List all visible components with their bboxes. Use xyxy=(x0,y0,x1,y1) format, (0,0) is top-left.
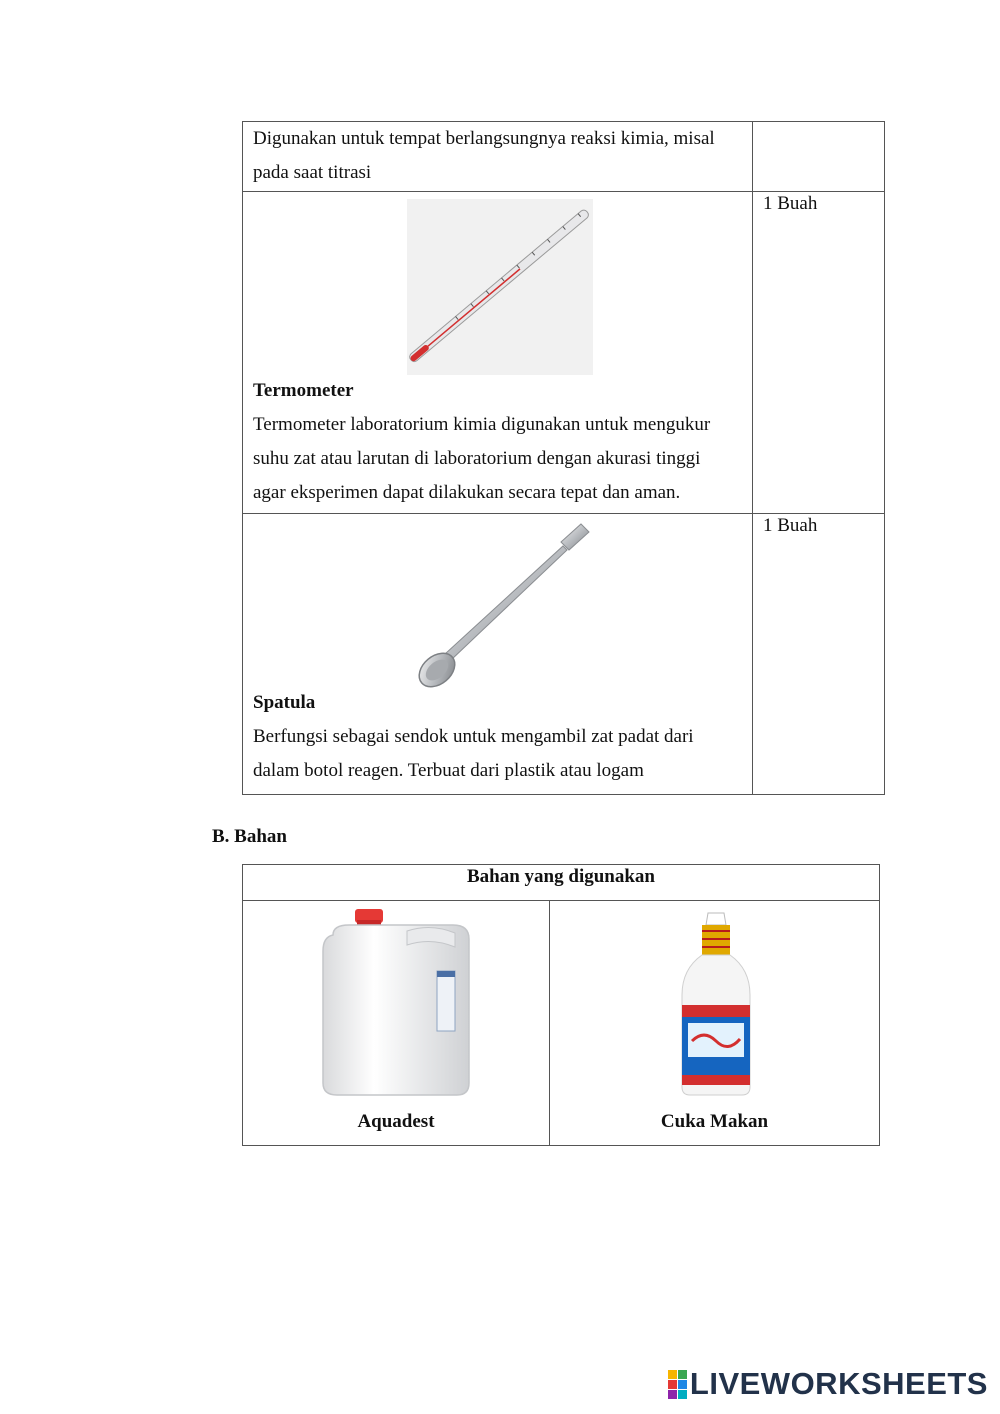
table-row xyxy=(243,514,885,795)
description-line: dalam botol reagen. Terbuat dari plastik atau logam xyxy=(253,760,644,781)
item-name: Termometer xyxy=(253,380,354,401)
section-heading: B. Bahan xyxy=(212,826,287,847)
table-row xyxy=(243,122,885,192)
description-line: Digunakan untuk tempat berlangsungnya reaksi kimia, misal xyxy=(253,128,715,149)
materials-table xyxy=(242,864,880,1146)
description-cell xyxy=(243,514,753,795)
description-line: agar eksperimen dapat dilakukan secara tepat dan aman. xyxy=(253,482,681,503)
material-cell xyxy=(243,901,550,1146)
table-header-row xyxy=(243,865,880,901)
thermometer-icon xyxy=(407,199,593,375)
table-row xyxy=(243,192,885,514)
quantity-cell xyxy=(753,514,885,795)
material-name: Cuka Makan xyxy=(660,1111,769,1132)
quantity: 1 Buah xyxy=(763,193,818,214)
description-cell xyxy=(243,122,753,192)
material-cell xyxy=(550,901,880,1146)
quantity-cell xyxy=(753,192,885,514)
material-name: Aquadest xyxy=(357,1111,435,1132)
description-line: Berfungsi sebagai sendok untuk mengambil zat padat dari xyxy=(253,726,694,747)
spatula-image xyxy=(243,514,752,686)
logo-mark-icon xyxy=(668,1370,687,1399)
quantity: 1 Buah xyxy=(763,515,818,536)
item-name: Spatula xyxy=(253,692,316,713)
table-header xyxy=(243,865,880,901)
watermark-text: LIVEWORKSHEETS xyxy=(689,1366,988,1401)
vinegar-bottle-icon xyxy=(678,911,754,1097)
table-row xyxy=(243,901,880,1146)
thermometer-image xyxy=(243,192,752,374)
table-header-text: Bahan yang digunakan xyxy=(467,866,655,887)
description-line: Termometer laboratorium kimia digunakan untuk mengukur xyxy=(253,414,711,435)
jerrycan-icon xyxy=(319,907,479,1097)
description-cell xyxy=(243,192,753,514)
description-line: pada saat titrasi xyxy=(253,162,372,183)
spatula-icon xyxy=(413,520,593,690)
equipment-table xyxy=(242,121,885,795)
quantity-cell xyxy=(753,122,885,192)
description-line: suhu zat atau larutan di laboratorium dengan akurasi tinggi xyxy=(253,448,701,469)
liveworksheets-logo xyxy=(668,1366,988,1402)
